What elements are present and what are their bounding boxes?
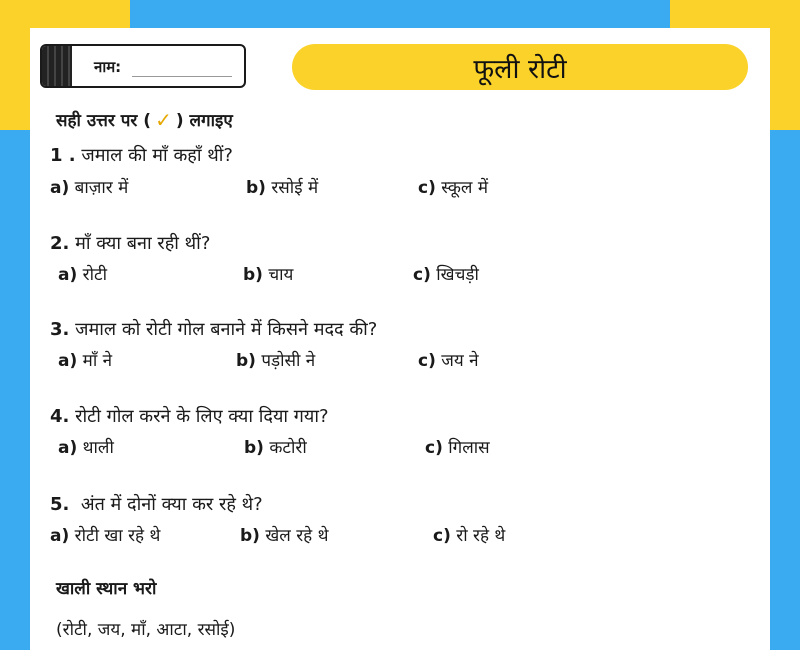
q1-option-a[interactable]	[50, 175, 128, 198]
option-text: रो रहे थे	[456, 526, 506, 546]
q3-option-b[interactable]	[236, 348, 315, 371]
question-number: 2.	[50, 233, 70, 254]
option-letter: a)	[58, 351, 78, 371]
q4-option-b[interactable]	[244, 435, 307, 458]
q1-option-c[interactable]	[418, 175, 488, 198]
question-number: 4.	[50, 406, 70, 427]
option-letter: a)	[50, 178, 70, 198]
question-text: अंत में दोनों क्या कर रहे थे?	[80, 494, 263, 515]
q4-option-c[interactable]	[425, 435, 490, 458]
question-text: जमाल को रोटी गोल बनाने में किसने मदद की?	[75, 319, 378, 340]
word-bank: (रोटी, जय, माँ, आटा, रसोई)	[56, 620, 236, 640]
question-number: 3.	[50, 319, 70, 340]
name-write-line[interactable]	[132, 76, 232, 77]
option-letter: b)	[236, 351, 256, 371]
question-text: जमाल की माँ कहाँ थीं?	[81, 145, 233, 166]
option-letter: c)	[418, 351, 436, 371]
question-number: 5.	[50, 494, 70, 515]
question-3	[50, 317, 377, 341]
option-letter: b)	[244, 438, 264, 458]
instruction-heading	[56, 108, 233, 132]
option-text: थाली	[82, 438, 114, 458]
question-2	[50, 231, 210, 255]
option-letter: a)	[58, 265, 78, 285]
option-letter: b)	[243, 265, 263, 285]
option-text: चाय	[268, 265, 294, 285]
option-letter: b)	[246, 178, 266, 198]
option-text: बाज़ार में	[74, 178, 129, 198]
option-letter: c)	[433, 526, 451, 546]
q2-option-a[interactable]	[58, 262, 107, 285]
question-text: रोटी गोल करने के लिए क्या दिया गया?	[75, 406, 329, 427]
q5-option-a[interactable]	[50, 523, 160, 546]
worksheet-title	[292, 44, 748, 90]
q1-option-b[interactable]	[246, 175, 318, 198]
q2-option-b[interactable]	[243, 262, 293, 285]
name-label: नाम:	[94, 58, 122, 76]
option-letter: a)	[58, 438, 78, 458]
question-text: माँ क्या बना रही थीं?	[75, 233, 211, 254]
option-letter: c)	[418, 178, 436, 198]
fill-blanks-heading: खाली स्थान भरो	[56, 579, 157, 599]
name-box	[40, 44, 246, 88]
option-text: गिलास	[448, 438, 490, 458]
question-1	[50, 143, 233, 167]
option-text: स्कूल में	[441, 178, 489, 198]
option-text: खेल रहे थे	[265, 526, 329, 546]
option-letter: a)	[50, 526, 70, 546]
option-text: पड़ोसी ने	[261, 351, 316, 371]
option-text: खिचड़ी	[436, 265, 479, 285]
option-text: रोटी	[82, 265, 107, 285]
option-letter: c)	[413, 265, 431, 285]
q5-option-b[interactable]	[240, 523, 328, 546]
option-text: जय ने	[441, 351, 479, 371]
instruction-before: सही उत्तर पर (	[56, 111, 152, 131]
option-text: माँ ने	[82, 351, 113, 371]
name-box-stripe	[42, 46, 72, 86]
option-text: रसोई में	[271, 178, 319, 198]
option-letter: b)	[240, 526, 260, 546]
q5-option-c[interactable]	[433, 523, 505, 546]
question-number: 1 .	[50, 145, 76, 166]
q2-option-c[interactable]	[413, 262, 479, 285]
question-4	[50, 404, 329, 428]
title-text: फूली रोटी	[473, 53, 567, 85]
check-mark-icon: ✓	[155, 108, 172, 132]
question-5	[50, 492, 263, 516]
option-letter: c)	[425, 438, 443, 458]
option-text: कटोरी	[269, 438, 307, 458]
q4-option-a[interactable]	[58, 435, 114, 458]
q3-option-a[interactable]	[58, 348, 112, 371]
q3-option-c[interactable]	[418, 348, 479, 371]
instruction-after: ) लगाइए	[175, 111, 233, 131]
option-text: रोटी खा रहे थे	[74, 526, 161, 546]
